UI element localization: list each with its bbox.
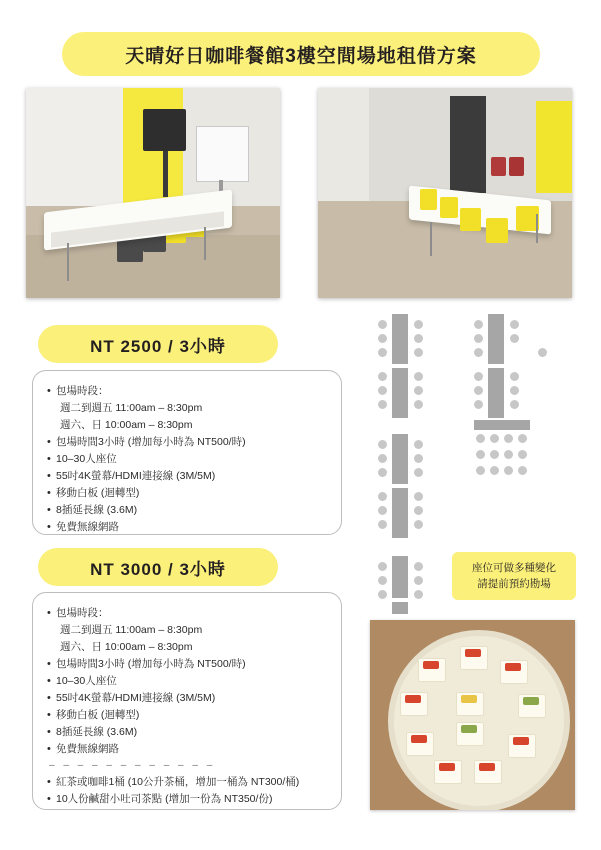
plan-2-details [32, 592, 342, 810]
page-title-banner [62, 32, 540, 76]
chair-yellow [420, 189, 438, 210]
table-leg [204, 227, 206, 261]
price-banner-plan-1 [38, 325, 278, 363]
bullet-dot: • [47, 692, 51, 704]
meeting-room-photo-2 [318, 88, 572, 298]
bullet-dot: • [47, 743, 51, 755]
dessert-topping [461, 725, 477, 733]
list-item [47, 451, 327, 467]
photo-2-scene [318, 88, 572, 298]
chair-yellow [486, 218, 509, 243]
seating-note-line-2: 請提前預約勘場 [477, 578, 551, 590]
price-label-plan-2: NT 3000 / 3小時 [90, 559, 226, 579]
photo-1-scene [26, 88, 280, 298]
list-item-text: 包場時段： [56, 607, 109, 619]
dessert-topping [505, 663, 521, 671]
chair-yellow [460, 208, 480, 231]
seating-note-line-1: 座位可做多種變化 [472, 562, 556, 574]
dessert-piece [508, 734, 536, 758]
list-item [47, 656, 327, 672]
bullet-dot: • [47, 385, 51, 397]
price-label-plan-1: NT 2500 / 3小時 [90, 336, 226, 356]
list-item-text: 10人份鹹甜小吐司茶點 (增加一份為 NT350/份) [56, 793, 273, 805]
list-item [47, 707, 327, 723]
table-leg [430, 222, 432, 256]
whiteboard [196, 126, 249, 183]
dessert-platter-photo [370, 620, 575, 810]
dessert-piece [474, 760, 502, 784]
bullet-dot: • [47, 709, 51, 721]
meeting-room-photo-1 [26, 88, 280, 298]
chair-red [491, 157, 506, 176]
list-item-text: 移動白板 (迴轉型) [56, 709, 140, 721]
list-item: 週六、日 10:00am – 8:30pm [60, 641, 193, 653]
seating-note [452, 552, 576, 600]
list-item [47, 673, 327, 689]
bullet-dot: • [47, 453, 51, 465]
list-item [47, 690, 327, 706]
list-item [47, 468, 327, 484]
dessert-topping [479, 763, 495, 771]
dessert-piece [500, 660, 528, 684]
list-item-text: 8插延長線 (3.6M) [56, 726, 138, 738]
bullet-dot: • [47, 487, 51, 499]
doorway-dark [450, 96, 486, 193]
dessert-piece [400, 692, 428, 716]
dessert-topping [405, 695, 421, 703]
list-item [47, 741, 327, 757]
bullet-dot: • [47, 470, 51, 482]
dessert-topping [465, 649, 481, 657]
list-item-text: 紅茶或咖啡1桶 (10公升茶桶，增加一桶為 NT300/桶) [56, 776, 300, 788]
tv-stand [163, 151, 168, 197]
table-leg [536, 214, 538, 243]
wall-left [318, 88, 369, 206]
dessert-piece [418, 658, 446, 682]
list-item [47, 774, 327, 790]
list-item-text: 包場時間3小時 (增加每小時為 NT500/時) [56, 436, 246, 448]
list-item [47, 434, 327, 450]
list-item-text: 10–30人座位 [56, 453, 117, 465]
list-item: 週二到週五 11:00am – 8:30pm [60, 402, 203, 414]
list-item-text: 包場時間3小時 (增加每小時為 NT500/時) [56, 658, 246, 670]
list-item-text: 8插延長線 (3.6M) [56, 504, 138, 516]
dessert-topping [411, 735, 427, 743]
dessert-topping [423, 661, 439, 669]
list-item-text: 55吋4K螢幕/HDMI連接線 (3M/5M) [56, 692, 216, 704]
dessert-topping [439, 763, 455, 771]
tv-screen [143, 109, 186, 151]
dessert-piece [406, 732, 434, 756]
list-item-text: 移動白板 (迴轉型) [56, 487, 140, 499]
page-title: 天晴好日咖啡餐館3樓空間場地租借方案 [125, 45, 477, 67]
list-item: 週二到週五 11:00am – 8:30pm [60, 624, 203, 636]
bullet-dot: • [47, 675, 51, 687]
list-item-text: 10–30人座位 [56, 675, 117, 687]
wall-yellow [536, 101, 572, 193]
chair-red [509, 157, 524, 176]
chair-yellow [440, 197, 458, 218]
bullet-dot: • [47, 504, 51, 516]
dessert-piece-center [456, 722, 484, 746]
list-item [47, 724, 327, 740]
list-item-text: 免費無線網路 [56, 521, 119, 533]
dessert-topping [513, 737, 529, 745]
bullet-dot: • [47, 521, 51, 533]
price-banner-plan-2 [38, 548, 278, 586]
wall-left [26, 88, 128, 210]
list-item [47, 485, 327, 501]
bullet-dot: • [47, 436, 51, 448]
dessert-topping [523, 697, 539, 705]
plate [388, 630, 570, 810]
table-leg [67, 243, 69, 281]
dessert-topping [461, 695, 477, 703]
bullet-dot: • [47, 776, 51, 788]
bullet-dot: • [47, 726, 51, 738]
dessert-piece [434, 760, 462, 784]
bullet-dot: • [47, 658, 51, 670]
list-item [47, 605, 327, 621]
list-item [47, 383, 327, 399]
dessert-piece [460, 646, 488, 670]
bullet-dot: • [47, 607, 51, 619]
dessert-piece-center [456, 692, 484, 716]
list-item [47, 519, 327, 535]
dessert-piece [518, 694, 546, 718]
bullet-dot: • [47, 793, 51, 805]
list-item-text: 包場時段： [56, 385, 109, 397]
list-item-text: 55吋4K螢幕/HDMI連接線 (3M/5M) [56, 470, 216, 482]
list-item [47, 502, 327, 518]
list-item [47, 791, 327, 807]
list-item-text: 免費無線網路 [56, 743, 119, 755]
section-divider: – – – – – – – – – – – – [49, 760, 216, 771]
plan-1-details [32, 370, 342, 535]
list-item: 週六、日 10:00am – 8:30pm [60, 419, 193, 431]
